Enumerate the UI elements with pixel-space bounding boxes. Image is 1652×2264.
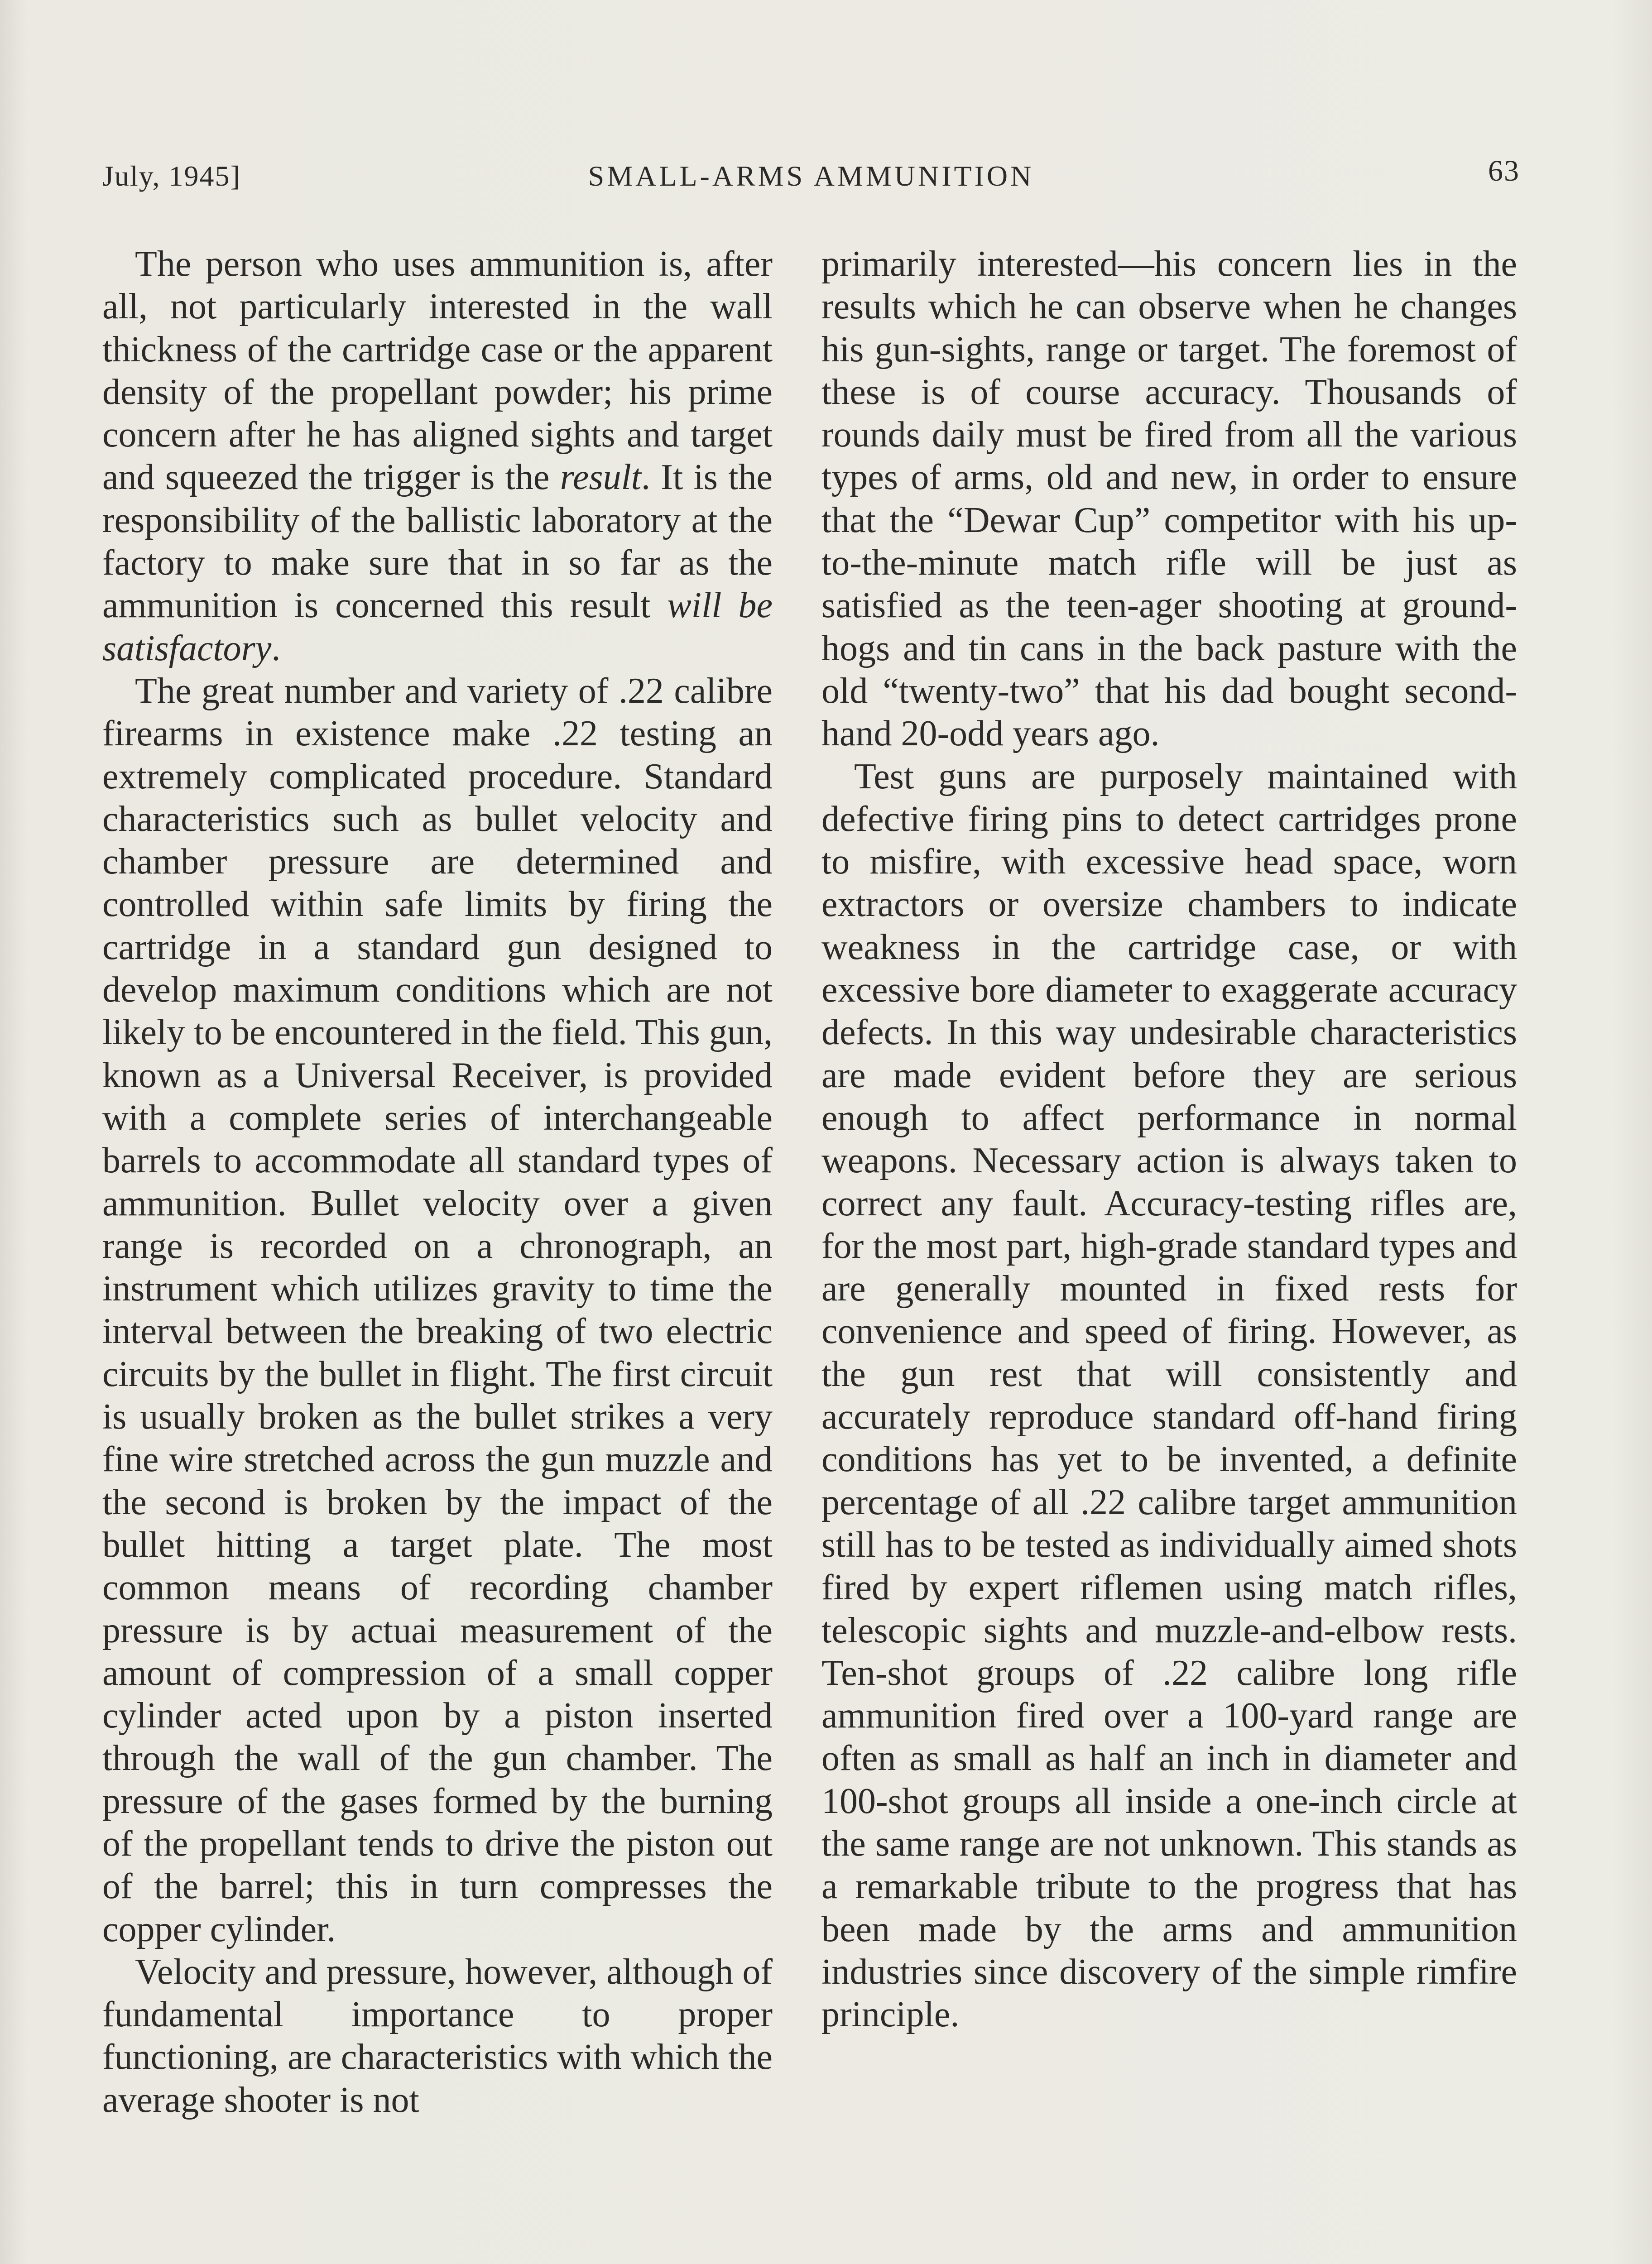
paragraph: The great number and variety of .22 calibre firearms in existence make .22 testing an extremely complicated procedure. Standard characteristics such as bullet velocity and chamber pressure are determined and controlled within safe limits by firing the cartridge in a standard gun designed to develop maximum conditions which are not likely to be encountered in the field. This gun, known as a Universal Receiver, is provided with a complete series of interchangeable barrels to accommodate all standard types of ammunition. Bullet velocity over a given range is recorded on a chronograph, an instrument which utilizes gravity to time the interval between the breaking of two electric circuits by the bullet in flight. The first circuit is usually broken as the bullet strikes a very fine wire stretched across the gun muzzle and the second is broken by the impact of the bullet hitting a target plate. The most common means of recording chamber pressure is by actuai measurement of the amount of compression of a small copper cylinder acted upon by a piston inserted through the wall of the gun chamber. The pressure of the gases formed by the burning of the propellant tends to drive the piston out of the barrel; this in turn compresses the copper cylinder. [102,671,773,1949]
paragraph: primarily interested—his concern lies in the results which he can observe when he changes his gun-sights, range or target. The foremost of these is of course accuracy. Thousands of rounds daily must be fired from all the various types of arms, old and new, in order to ensure that the “Dewar Cup” competitor with his up-to-the-minute match rifle will be just as satisfied as the teen-ager shooting at ground-hogs and tin cans in the back pasture with the old “twenty-two” that his dad bought second-hand 20-odd years ago. [821,244,1517,754]
paragraph [102,243,773,670]
paragraph: Velocity and pressure, however, although of fundamental importance to proper functioning, are characteristics with which the average shooter is not [102,1952,773,2120]
paragraph: Test guns are purposely maintained with defective firing pins to detect cartridges prone to misfire, with excessive head space, worn extractors or oversize chambers to indicate weakness in the cartridge case, or with excessive bore diameter to exaggerate accuracy defects. In this way undesirable characteristics are made evident before they are serious enough to affect performance in normal weapons. Necessary action is always taken to correct any fault. Accuracy-testing rifles are, for the most part, high-grade standard types and are generally mounted in fixed rests for convenience and speed of firing. However, as the gun rest that will consistently and accurately reproduce standard off-hand firing conditions has yet to be invented, a definite percentage of all .22 calibre target ammunition still has to be tested as individually aimed shots fired by expert riflemen using match rifles, telescopic sights and muzzle-and-elbow rests. Ten-shot groups of .22 calibre long rifle ammunition fired over a 100-yard range are often as small as half an inch in diameter and 100-shot groups all inside a one-inch circle at the same range are not unknown. This stands as a remarkable tribute to the progress that has been made by the arms and ammunition industries since discovery of the simple rimfire principle. [821,756,1517,2035]
emphasis-result: result [560,457,642,498]
issue-date: July, 1945] [102,160,241,192]
emphasis-satisfactory: will be satisfactory [102,585,773,668]
paragraph-text: The person who uses ammunition is, after all, not particularly interested in the wall thickness of the cartridge case or the apparent density of the propellant powder; his prime concern after he has aligned sights and target and squeezed the trigger is the [102,244,773,498]
page-number: 63 [1488,154,1520,187]
paragraph-text: . [271,628,281,668]
running-title: SMALL-ARMS AMMUNITION [588,160,1034,192]
paragraph-text: . It is the responsibility of the ballistic laboratory at the factory to make sure that in so far as the ammunition is concerned this result [102,457,773,626]
right-column [821,243,1517,2036]
running-header [102,154,1520,209]
left-column [102,243,773,2121]
article-body [102,243,1520,2264]
